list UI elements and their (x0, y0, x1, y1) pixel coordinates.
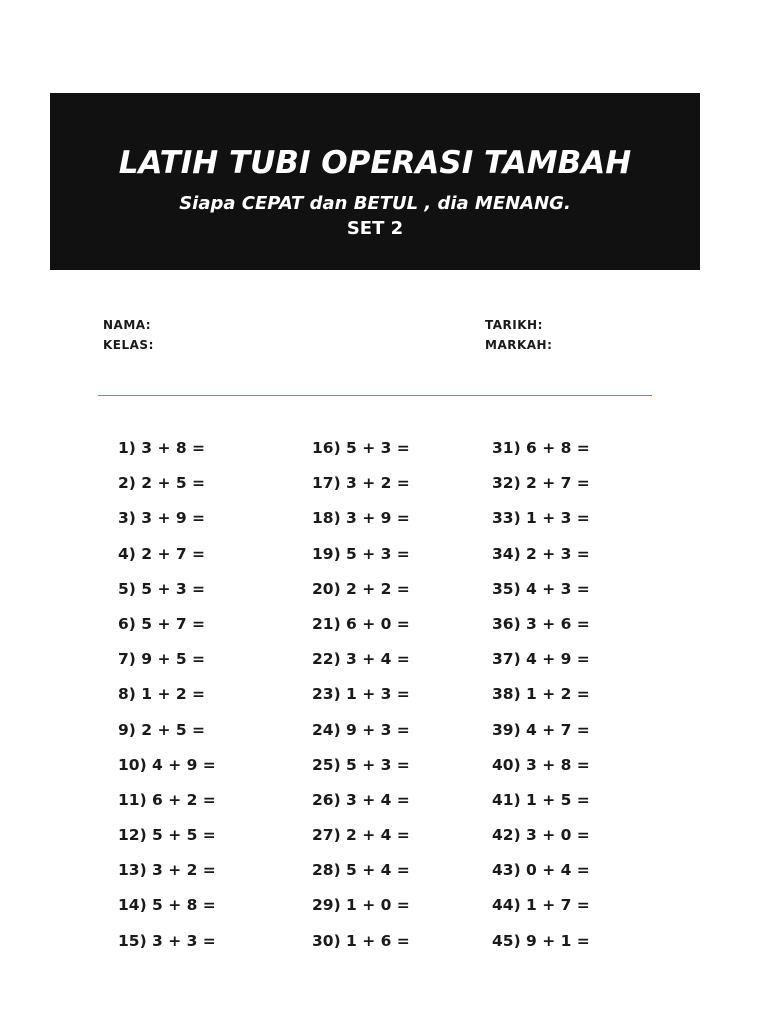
addition-problem: 45) 9 + 1 = (492, 931, 590, 950)
addition-problem: 39) 4 + 7 = (492, 720, 590, 739)
set-label: SET 2 (346, 218, 404, 239)
addition-problem: 23) 1 + 3 = (312, 685, 410, 704)
addition-problem: 36) 3 + 6 = (492, 614, 590, 633)
problem-column-1 (118, 437, 216, 965)
addition-problem: 40) 3 + 8 = (492, 755, 590, 774)
addition-problem: 31) 6 + 8 = (492, 439, 590, 457)
addition-problem: 8) 1 + 2 = (118, 685, 205, 704)
addition-problem: 12) 5 + 5 = (118, 826, 216, 845)
addition-problem: 4) 2 + 7 = (118, 544, 205, 563)
kelas-label: KELAS: (103, 338, 154, 352)
nama-label: NAMA: (103, 318, 152, 332)
addition-problem: 6) 5 + 7 = (118, 614, 205, 633)
page-title: LATIH TUBI OPERASI TAMBAH (118, 145, 632, 181)
addition-problem: 32) 2 + 7 = (492, 474, 590, 493)
addition-problem: 19) 5 + 3 = (312, 544, 410, 563)
addition-problem: 20) 2 + 2 = (312, 579, 410, 598)
addition-problem: 13) 3 + 2 = (118, 861, 216, 880)
addition-problem: 14) 5 + 8 = (118, 896, 216, 915)
addition-problem: 33) 1 + 3 = (492, 509, 590, 528)
addition-problem: 30) 1 + 6 = (312, 931, 410, 950)
addition-problem: 38) 1 + 2 = (492, 685, 590, 704)
addition-problem: 29) 1 + 0 = (312, 896, 410, 915)
tarikh-label: TARIKH: (485, 318, 543, 332)
addition-problem: 1) 3 + 8 = (118, 439, 205, 457)
addition-problem: 43) 0 + 4 = (492, 861, 590, 880)
addition-problem: 42) 3 + 0 = (492, 826, 590, 845)
addition-problem: 2) 2 + 5 = (118, 474, 205, 493)
addition-problem: 24) 9 + 3 = (312, 720, 410, 739)
addition-problem: 3) 3 + 9 = (118, 509, 205, 528)
addition-problem: 18) 3 + 9 = (312, 509, 410, 528)
addition-problem: 28) 5 + 4 = (312, 861, 410, 880)
addition-problem: 7) 9 + 5 = (118, 650, 205, 669)
addition-problem: 9) 2 + 5 = (118, 720, 205, 739)
markah-label: MARKAH: (485, 338, 553, 352)
addition-problem: 27) 2 + 4 = (312, 826, 410, 845)
problem-column-2 (312, 437, 410, 965)
divider-line (98, 395, 652, 396)
addition-problem: 41) 1 + 5 = (492, 790, 590, 809)
addition-problem: 34) 2 + 3 = (492, 544, 590, 563)
problem-column-3 (492, 437, 590, 965)
addition-problem: 37) 4 + 9 = (492, 650, 590, 669)
addition-problem: 17) 3 + 2 = (312, 474, 410, 493)
header-banner (50, 93, 700, 270)
addition-problem: 26) 3 + 4 = (312, 790, 410, 809)
addition-problem: 5) 5 + 3 = (118, 579, 205, 598)
addition-problem: 16) 5 + 3 = (312, 439, 410, 457)
page-subtitle: Siapa CEPAT dan BETUL , dia MENANG. (179, 193, 571, 214)
addition-problem: 21) 6 + 0 = (312, 614, 410, 633)
addition-problem: 44) 1 + 7 = (492, 896, 590, 915)
addition-problem: 11) 6 + 2 = (118, 790, 216, 809)
addition-problem: 35) 4 + 3 = (492, 579, 590, 598)
addition-problem: 15) 3 + 3 = (118, 931, 216, 950)
addition-problem: 22) 3 + 4 = (312, 650, 410, 669)
addition-problem: 10) 4 + 9 = (118, 755, 216, 774)
addition-problem: 25) 5 + 3 = (312, 755, 410, 774)
